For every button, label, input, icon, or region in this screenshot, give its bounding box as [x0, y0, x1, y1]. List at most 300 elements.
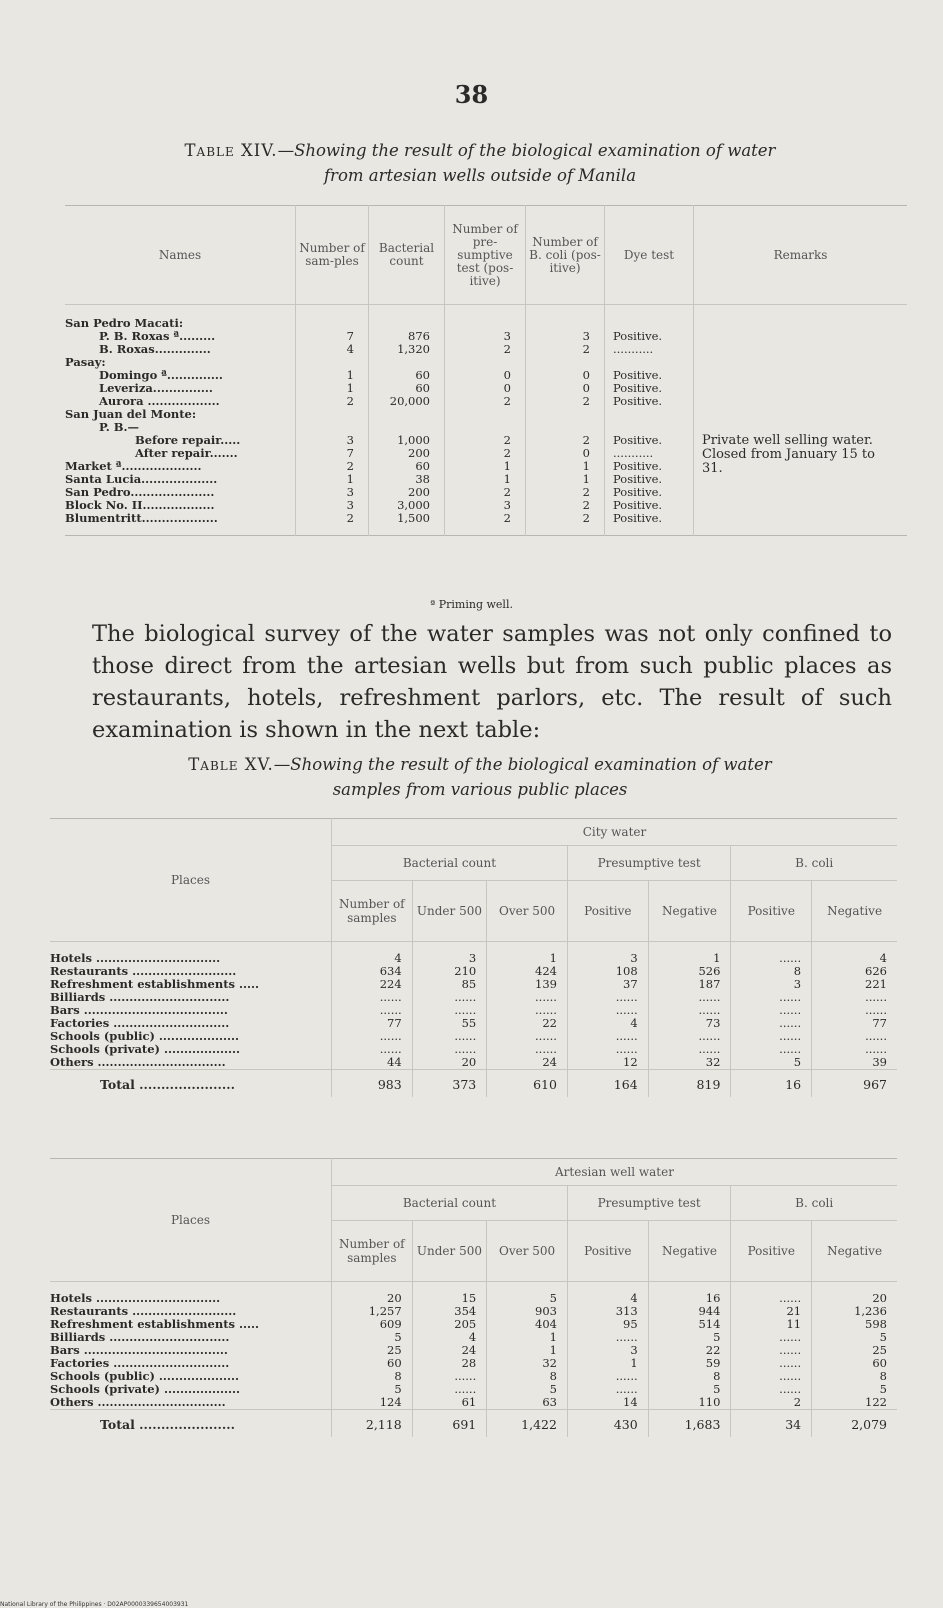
sub-header: Positive: [567, 1221, 648, 1282]
value-cell: ......: [535, 1003, 557, 1017]
t14-dye-col: [605, 305, 694, 536]
value-cell: 73: [705, 1016, 721, 1030]
value-cell: 354: [454, 1304, 477, 1318]
value-cell: 598: [865, 1317, 887, 1331]
value-cell: ......: [379, 1029, 402, 1043]
t14-cell-bc: [369, 421, 430, 434]
table14-header-row: [65, 206, 907, 305]
t14-cell-n: 2: [346, 395, 354, 408]
t14-samples-col: [296, 305, 369, 536]
t14-cell-name: San Juan del Monte:: [65, 408, 197, 421]
t14-cell-n: [296, 408, 354, 421]
place-label: Billiards ..............................: [50, 991, 230, 1004]
t14-cell-bc: [369, 408, 430, 421]
t14-cell-name: P. B.—: [99, 421, 139, 434]
t14-cell-dye: Positive.: [613, 395, 663, 408]
value-cell: 77: [387, 1016, 402, 1030]
value-cell: 12: [623, 1055, 638, 1069]
place-label: Schools (public) ....................: [50, 1030, 239, 1043]
value-cell: 139: [535, 977, 557, 991]
value-cell: ......: [615, 1330, 638, 1344]
table14-body: [65, 305, 907, 536]
t14-cell-dye: Positive.: [613, 330, 663, 343]
value-cell: ......: [779, 1369, 802, 1383]
value-cell: ......: [615, 990, 638, 1004]
total-label: Total ......................: [50, 1410, 331, 1438]
value-col: [412, 942, 487, 1070]
value-cell: ......: [698, 1003, 721, 1017]
value-cell: 626: [865, 964, 887, 978]
value-cell: 5: [549, 1291, 557, 1305]
places-col: [50, 942, 331, 1070]
value-cell: ......: [379, 1042, 402, 1056]
value-cell: 526: [698, 964, 721, 978]
t14-cell-bc: 60: [415, 382, 430, 395]
t14-cell-name: Market ª....................: [65, 460, 202, 473]
t14-cell-n: 3: [346, 499, 354, 512]
t14-cell-dye: Positive.: [613, 499, 663, 512]
value-cell: ......: [779, 1042, 802, 1056]
t14-cell-pre: 1: [503, 460, 511, 473]
t15-total-row: [50, 1410, 897, 1438]
t15-section-row: [50, 819, 897, 846]
t14-cell-pre: 2: [503, 512, 511, 525]
value-cell: 5: [713, 1382, 721, 1396]
value-cell: 4: [468, 1330, 477, 1344]
total-cell: 373: [412, 1070, 487, 1098]
value-cell: 85: [461, 977, 477, 991]
total-cell: 819: [648, 1070, 731, 1098]
value-cell: ......: [379, 1003, 402, 1017]
section-title: Artesian well water: [331, 1159, 897, 1186]
value-cell: ......: [615, 1369, 638, 1383]
value-cell: 903: [535, 1304, 557, 1318]
table15-caption: [70, 752, 890, 802]
t14-cell-n: 2: [346, 512, 354, 525]
value-cell: 16: [705, 1291, 721, 1305]
t14-cell-pre: 2: [503, 343, 511, 356]
sub-header: Negative: [812, 881, 897, 942]
t14-cell-n: 3: [346, 434, 354, 447]
place-label: Restaurants ..........................: [50, 1305, 237, 1318]
value-cell: 1: [630, 1356, 638, 1370]
total-cell: 16: [731, 1070, 812, 1098]
t14-cell-pre: 3: [503, 499, 511, 512]
value-cell: ......: [698, 1029, 721, 1043]
total-cell: 1,422: [487, 1410, 568, 1438]
value-cell: ......: [454, 990, 477, 1004]
value-cell: 4: [394, 951, 402, 965]
value-cell: 15: [461, 1291, 477, 1305]
t14-cell-bc: 876: [408, 330, 430, 343]
t14-cell-dye: Positive.: [613, 486, 663, 499]
t15-body-row: [50, 1282, 897, 1410]
value-cell: 11: [786, 1317, 802, 1331]
t14-cell-n: 7: [346, 447, 354, 460]
value-cell: ......: [779, 1003, 802, 1017]
value-cell: 24: [542, 1055, 557, 1069]
value-cell: 4: [879, 951, 887, 965]
table15-artesian: [50, 1158, 897, 1437]
value-cell: 221: [865, 977, 887, 991]
t14-cell-n: 3: [346, 486, 354, 499]
table14-footnote: ª Priming well.: [430, 598, 513, 611]
value-cell: ......: [779, 1382, 802, 1396]
value-col: [331, 1282, 412, 1410]
value-cell: 514: [698, 1317, 721, 1331]
header-samples: Number of sam-ples: [296, 206, 369, 305]
value-cell: 1: [549, 951, 557, 965]
t14-cell-name: Pasay:: [65, 356, 106, 369]
table15-caption-text2: samples from various public places: [332, 780, 628, 799]
t14-cell-name: Leveriza...............: [99, 382, 213, 395]
t14-cell-pre: 0: [503, 369, 511, 382]
table14-label: Table XIV.: [184, 141, 278, 160]
value-cell: 8: [549, 1369, 557, 1383]
sub-header: Number of samples: [331, 1221, 412, 1282]
value-cell: 313: [615, 1304, 638, 1318]
value-cell: 5: [879, 1382, 887, 1396]
value-cell: ......: [454, 1003, 477, 1017]
value-cell: 5: [879, 1330, 887, 1344]
t14-cell-name: Aurora ..................: [99, 395, 220, 408]
place-label: Schools (private) ...................: [50, 1383, 241, 1396]
t14-cell-coli: 2: [582, 486, 590, 499]
total-cell: 967: [812, 1070, 897, 1098]
t14-cell-name: Domingo ª..............: [99, 369, 223, 382]
value-col: [731, 1282, 812, 1410]
value-cell: ......: [615, 1042, 638, 1056]
value-cell: ......: [615, 1382, 638, 1396]
t14-cell-bc: 38: [415, 473, 430, 486]
value-cell: 5: [394, 1330, 402, 1344]
body-paragraph: The biological survey of the water samples was not only confined to those direct from the artesian wells but from such public places as restaurants, hotels, refreshment parlors, etc. The result of such examination is shown in the next table:: [92, 621, 892, 743]
header-presumptive: Number of pre-sumptive test (pos-itive): [445, 206, 526, 305]
value-cell: 634: [379, 964, 402, 978]
t15-body-row: [50, 942, 897, 1070]
t14-presumptive-col: [445, 305, 526, 536]
group-header: B. coli: [731, 846, 897, 881]
group-header: Presumptive test: [567, 1186, 730, 1221]
t14-cell-n: 2: [346, 460, 354, 473]
total-cell: 2,079: [812, 1410, 897, 1438]
t14-cell-n: [296, 356, 354, 369]
total-label: Total ......................: [50, 1070, 331, 1098]
t14-cell-name: P. B. Roxas ª.........: [99, 330, 216, 343]
value-cell: ......: [779, 1343, 802, 1357]
place-label: Others ................................: [50, 1396, 226, 1409]
value-cell: 61: [461, 1395, 477, 1409]
place-label: Restaurants ..........................: [50, 965, 237, 978]
t14-cell-n: [296, 317, 354, 330]
t14-cell-bc: 200: [408, 486, 430, 499]
sub-header: Positive: [731, 881, 812, 942]
t14-cell-dye: ...........: [613, 343, 654, 356]
group-header: Bacterial count: [331, 846, 567, 881]
value-cell: 8: [394, 1369, 402, 1383]
value-cell: 55: [461, 1016, 477, 1030]
value-col: [567, 942, 648, 1070]
t14-cell-coli: 0: [582, 447, 590, 460]
value-cell: 122: [865, 1395, 887, 1409]
place-label: Bars ....................................: [50, 1004, 228, 1017]
t14-cell-bc: 1,000: [397, 434, 430, 447]
value-cell: ......: [535, 1042, 557, 1056]
t14-cell-bc: 60: [415, 460, 430, 473]
t14-cell-coli: [526, 356, 590, 369]
value-cell: 609: [379, 1317, 402, 1331]
t14-cell-name: San Pedro.....................: [65, 486, 215, 499]
t14-cell-coli: 0: [582, 369, 590, 382]
t15-total-row: [50, 1070, 897, 1098]
t14-bcoli-col: [526, 305, 605, 536]
value-cell: ......: [454, 1042, 477, 1056]
value-cell: ......: [454, 1369, 477, 1383]
table15-label: Table XV.: [188, 755, 274, 774]
t14-cell-name: After repair.......: [135, 447, 238, 460]
value-cell: 1: [549, 1343, 557, 1357]
t14-cell-name: B. Roxas..............: [99, 343, 211, 356]
value-cell: ......: [454, 1029, 477, 1043]
t14-cell-coli: 1: [582, 460, 590, 473]
value-cell: ......: [779, 990, 802, 1004]
value-cell: 14: [623, 1395, 638, 1409]
value-cell: 944: [698, 1304, 721, 1318]
t14-cell-dye: Positive.: [613, 473, 663, 486]
value-cell: ......: [779, 1330, 802, 1344]
value-cell: 205: [454, 1317, 477, 1331]
t14-cell-n: 1: [346, 382, 354, 395]
place-label: Refreshment establishments .....: [50, 1318, 260, 1331]
table14-caption-text2: from artesian wells outside of Manila: [323, 166, 637, 185]
value-cell: 20: [461, 1055, 477, 1069]
value-cell: 187: [698, 977, 721, 991]
value-col: [648, 1282, 731, 1410]
value-col: [648, 942, 731, 1070]
value-cell: ......: [535, 1029, 557, 1043]
sub-header: Negative: [648, 881, 731, 942]
t14-cell-dye: ...........: [613, 447, 654, 460]
t14-cell-pre: [445, 356, 511, 369]
t14-bacterial-col: [369, 305, 445, 536]
value-cell: 210: [454, 964, 477, 978]
t14-cell-dye: Positive.: [613, 512, 663, 525]
t14-cell-dye: [613, 356, 693, 369]
value-cell: 39: [872, 1055, 887, 1069]
header-names: Names: [65, 206, 296, 305]
place-label: Factories .............................: [50, 1357, 230, 1370]
value-cell: ......: [865, 1029, 887, 1043]
t14-cell-n: [296, 421, 354, 434]
t14-cell-pre: 2: [503, 486, 511, 499]
t14-cell-pre: 0: [503, 382, 511, 395]
t14-cell-bc: 3,000: [397, 499, 430, 512]
t14-cell-bc: 1,320: [397, 343, 430, 356]
table15-city: [50, 818, 897, 1097]
value-cell: ......: [779, 1016, 802, 1030]
total-cell: 2,118: [331, 1410, 412, 1438]
value-cell: 404: [535, 1317, 557, 1331]
sub-header: Negative: [812, 1221, 897, 1282]
t14-cell-dye: Positive.: [613, 460, 663, 473]
place-label: Schools (private) ...................: [50, 1043, 241, 1056]
header-remarks: Remarks: [694, 206, 908, 305]
value-cell: 424: [535, 964, 557, 978]
remark-private-well: Private well selling water.: [702, 433, 873, 448]
total-cell: 983: [331, 1070, 412, 1098]
t14-cell-dye: [613, 317, 693, 330]
places-header: Places: [50, 819, 331, 942]
value-cell: ......: [865, 1042, 887, 1056]
t14-cell-coli: 2: [582, 512, 590, 525]
t14-cell-coli: 3: [582, 330, 590, 343]
value-cell: 22: [705, 1343, 721, 1357]
t14-names-col: [65, 305, 296, 536]
value-cell: 3: [630, 951, 638, 965]
value-cell: 124: [379, 1395, 402, 1409]
place-label: Bars ....................................: [50, 1344, 228, 1357]
value-cell: 3: [793, 977, 802, 991]
t14-cell-bc: [369, 356, 430, 369]
sub-header: Positive: [567, 881, 648, 942]
place-label: Billiards ..............................: [50, 1331, 230, 1344]
t14-cell-pre: 3: [503, 330, 511, 343]
sub-header: Negative: [648, 1221, 731, 1282]
t14-cell-dye: [613, 408, 693, 421]
t14-cell-pre: 2: [503, 447, 511, 460]
group-header: Bacterial count: [331, 1186, 567, 1221]
t14-cell-pre: 2: [503, 434, 511, 447]
value-cell: 32: [705, 1055, 721, 1069]
value-cell: 32: [542, 1356, 557, 1370]
sub-header: Positive: [731, 1221, 812, 1282]
value-cell: 25: [872, 1343, 887, 1357]
value-cell: 24: [461, 1343, 477, 1357]
t14-cell-coli: 1: [582, 473, 590, 486]
value-cell: 44: [387, 1055, 402, 1069]
value-col: [412, 1282, 487, 1410]
t14-cell-dye: Positive.: [613, 434, 663, 447]
t14-cell-n: 7: [346, 330, 354, 343]
value-cell: 8: [793, 964, 802, 978]
value-cell: 1: [713, 951, 721, 965]
page-number: 38: [454, 80, 489, 109]
value-cell: 60: [872, 1356, 887, 1370]
value-cell: 3: [630, 1343, 638, 1357]
value-cell: ......: [779, 1291, 802, 1305]
table15-caption-text: —Showing the result of the biological examination of water: [273, 755, 772, 774]
table14-caption-text: —Showing the result of the biological examination of water: [277, 141, 776, 160]
places-col: [50, 1282, 331, 1410]
places-header: Places: [50, 1159, 331, 1282]
total-cell: 1,683: [648, 1410, 731, 1438]
value-cell: 5: [394, 1382, 402, 1396]
value-cell: ......: [779, 1356, 802, 1370]
place-label: Hotels ...............................: [50, 1292, 221, 1305]
place-label: Others ................................: [50, 1056, 226, 1069]
group-header: B. coli: [731, 1186, 897, 1221]
t14-cell-pre: [445, 421, 511, 434]
t14-cell-coli: [526, 408, 590, 421]
t14-cell-dye: Positive.: [613, 369, 663, 382]
t14-cell-pre: 2: [503, 395, 511, 408]
group-header: Presumptive test: [567, 846, 730, 881]
value-cell: 108: [615, 964, 638, 978]
value-cell: 5: [549, 1382, 557, 1396]
total-cell: 164: [567, 1070, 648, 1098]
value-cell: ......: [779, 1029, 802, 1043]
value-cell: 77: [872, 1016, 887, 1030]
table14: [65, 205, 907, 536]
value-cell: 1,257: [368, 1304, 402, 1318]
t14-cell-bc: 60: [415, 369, 430, 382]
value-cell: ......: [698, 990, 721, 1004]
sub-header: Over 500: [487, 1221, 568, 1282]
value-cell: 22: [542, 1016, 557, 1030]
sub-header: Over 500: [487, 881, 568, 942]
header-dye: Dye test: [605, 206, 694, 305]
value-cell: 63: [542, 1395, 557, 1409]
value-cell: 59: [705, 1356, 721, 1370]
value-cell: 21: [786, 1304, 802, 1318]
total-cell: 34: [731, 1410, 812, 1438]
value-cell: 37: [623, 977, 638, 991]
value-cell: 8: [713, 1369, 721, 1383]
sub-header: Under 500: [412, 1221, 487, 1282]
value-cell: 1: [549, 1330, 557, 1344]
value-cell: 95: [623, 1317, 638, 1331]
remark-closed: Closed from January 15 to 31.: [702, 447, 875, 476]
value-col: [567, 1282, 648, 1410]
table14-caption: [70, 138, 890, 188]
t14-cell-name: Blumentritt...................: [65, 512, 218, 525]
value-cell: 110: [698, 1395, 721, 1409]
t14-cell-pre: [445, 317, 511, 330]
value-cell: 20: [872, 1291, 887, 1305]
value-cell: 20: [387, 1291, 402, 1305]
t14-cell-pre: [445, 408, 511, 421]
value-col: [331, 942, 412, 1070]
t14-cell-n: 1: [346, 369, 354, 382]
value-cell: 4: [630, 1291, 638, 1305]
t14-cell-coli: [526, 421, 590, 434]
value-cell: ......: [779, 951, 802, 965]
value-cell: 60: [387, 1356, 402, 1370]
t14-cell-coli: 2: [582, 343, 590, 356]
section-title: City water: [331, 819, 897, 846]
t14-cell-n: 4: [346, 343, 354, 356]
t14-cell-coli: 2: [582, 499, 590, 512]
place-label: Refreshment establishments .....: [50, 978, 260, 991]
t14-cell-name: San Pedro Macati:: [65, 317, 184, 330]
t14-cell-coli: 0: [582, 382, 590, 395]
value-cell: ......: [615, 1003, 638, 1017]
value-cell: ......: [865, 990, 887, 1004]
header-bacterial: Bacterial count: [369, 206, 445, 305]
total-cell: 430: [567, 1410, 648, 1438]
t14-cell-coli: [526, 317, 590, 330]
t14-cell-name: Santa Lucia...................: [65, 473, 218, 486]
value-col: [487, 942, 568, 1070]
t14-cell-coli: 2: [582, 395, 590, 408]
value-col: [812, 942, 897, 1070]
t14-cell-bc: 20,000: [389, 395, 430, 408]
value-cell: 1,236: [854, 1304, 887, 1318]
t14-remarks-col: [694, 305, 908, 536]
t14-cell-bc: [369, 317, 430, 330]
value-cell: 28: [461, 1356, 477, 1370]
value-cell: 224: [379, 977, 402, 991]
